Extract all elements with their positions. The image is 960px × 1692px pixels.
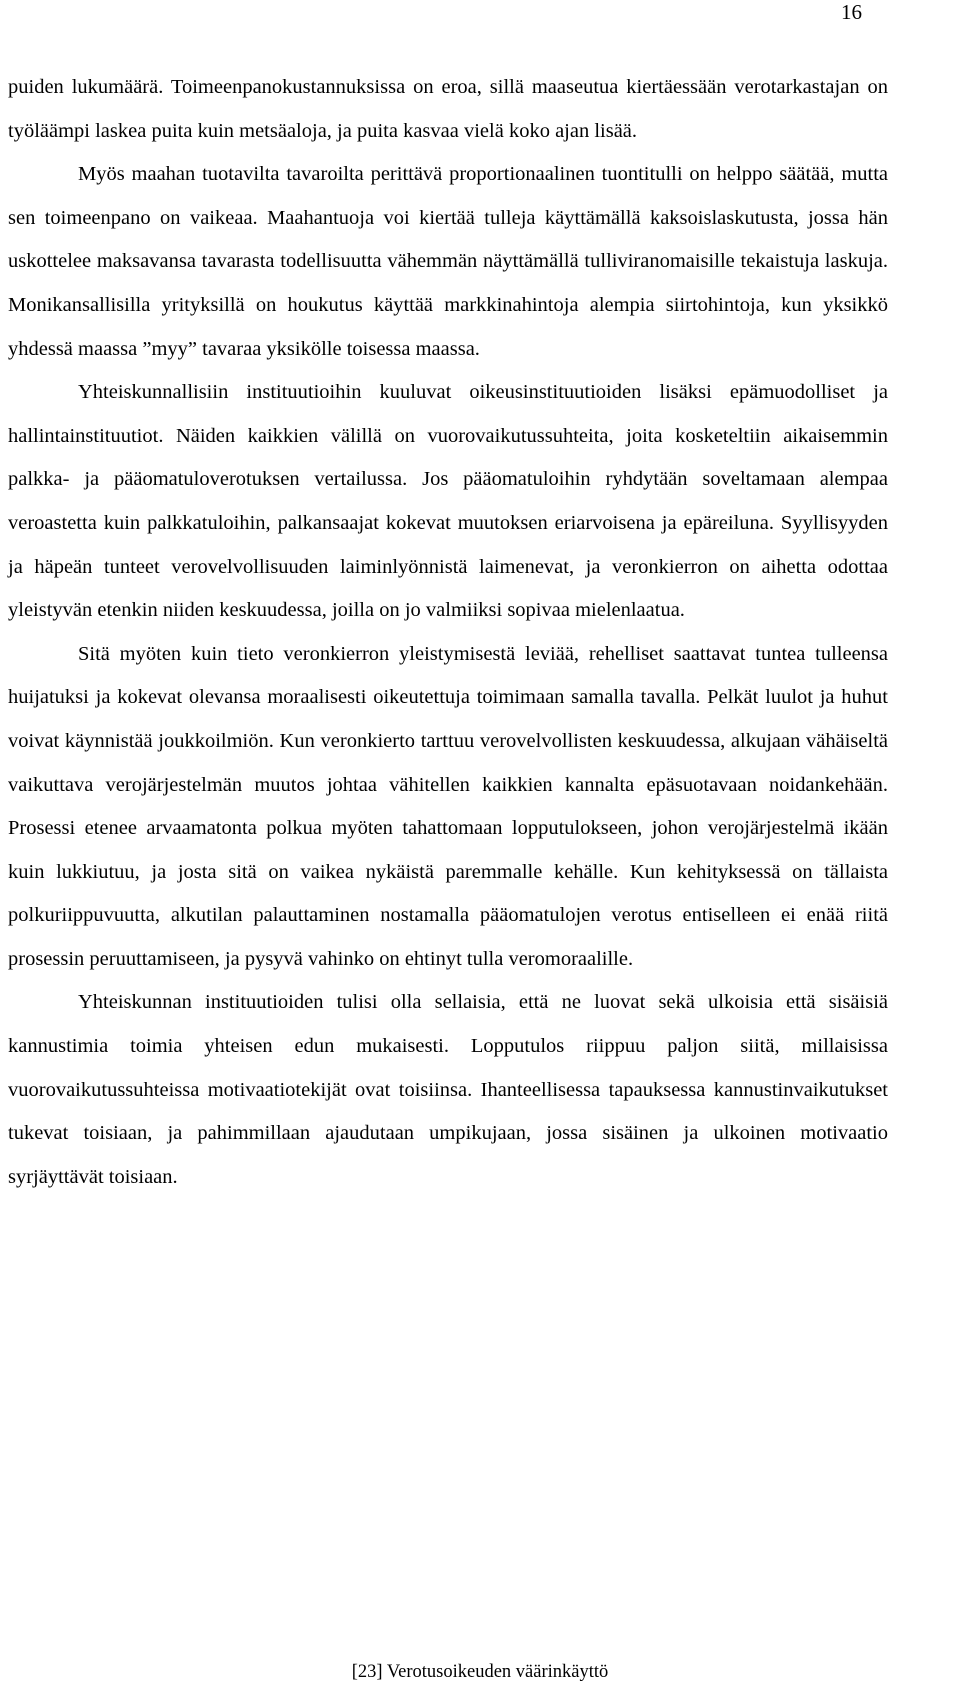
paragraph-3: Yhteiskunnallisiin instituutioihin kuuluvat oikeusinstituutioiden lisäksi epämuodolliset ja hallintainstituutiot. Näiden kaikkien välillä on vuorovaikutussuhteita, joita kosketeltiin aikaisemmin palkka- ja pääomatuloverotuksen vertailussa. Jos pääomatuloihin ryhdytään soveltamaan alempaa veroastetta kuin palkkatuloihin, palkansaajat kokevat muutoksen eriarvoisena ja epäreiluna. Syyllisyyden ja häpeän tunteet verovelvollisuuden laiminlyönnistä laimenevat, ja veronkierron on aihetta odottaa yleistyvän etenkin niiden keskuudessa, joilla on jo valmiiksi sopivaa mielenlaatua. [8,381,888,622]
page-number: 16 [841,0,862,24]
paragraph-1: puiden lukumäärä. Toimeenpanokustannuksissa on eroa, sillä maaseutua kiertäessään verotarkastajan on työläämpi laskea puita kuin metsäaloja, ja puita kasvaa vielä koko ajan lisää. [8,76,888,142]
document-body [8,66,888,1199]
page-footer: [23] Verotusoikeuden väärinkäyttö [351,1662,609,1682]
paragraph-2: Myös maahan tuotavilta tavaroilta perittävä proportionaalinen tuontitulli on helppo säätää, mutta sen toimeenpano on vaikeaa. Maahantuoja voi kiertää tulleja käyttämällä kaksoislaskutusta, jossa hän uskottelee maksavansa tavarasta todellisuutta vähemmän näyttämällä tulliviranomaisille tekaistuja laskuja. Monikansallisilla yrityksillä on houkutus käyttää markkinahintoja alempia siirtohintoja, kun yksikkö yhdessä maassa ”myy” tavaraa yksikölle toisessa maassa. [8,163,888,360]
paragraph-4: Sitä myöten kuin tieto veronkierron yleistymisestä leviää, rehelliset saattavat tuntea tulleensa huijatuksi ja kokevat olevansa moraalisesti oikeutettuja toimimaan samalla tavalla. Pelkät luulot ja huhut voivat käynnistää joukkoilmiön. Kun veronkierto tarttuu verovelvollisten keskuudessa, alkujaan vähäiseltä vaikuttava verojärjestelmän muutos johtaa vähitellen kaikkien kannalta epäsuotavaan noidankehään. Prosessi etenee arvaamatonta polkua myöten tahattomaan lopputulokseen, johon verojärjestelmä ikään kuin lukkiutuu, ja josta sitä on vaikea nykäistä paremmalle kehälle. Kun kehityksessä on tällaista polkuriippuvuutta, alkutilan palauttaminen nostamalla pääomatulojen verotus entiselleen ei enää riitä prosessin peruuttamiseen, ja pysyvä vahinko on ehtinyt tulla veromoraalille. [8,642,888,970]
paragraph-5: Yhteiskunnan instituutioiden tulisi olla sellaisia, että ne luovat sekä ulkoisia että sisäisiä kannustimia toimia yhteisen edun mukaisesti. Lopputulos riippuu paljon siitä, millaisissa vuorovaikutussuhteissa motivaatiotekijät ovat toisiinsa. Ihanteellisessa tapauksessa kannustinvaikutukset tukevat toisiaan, ja pahimmillaan ajaudutaan umpikujaan, jossa sisäinen ja ulkoinen motivaatio syrjäyttävät toisiaan. [8,991,888,1188]
